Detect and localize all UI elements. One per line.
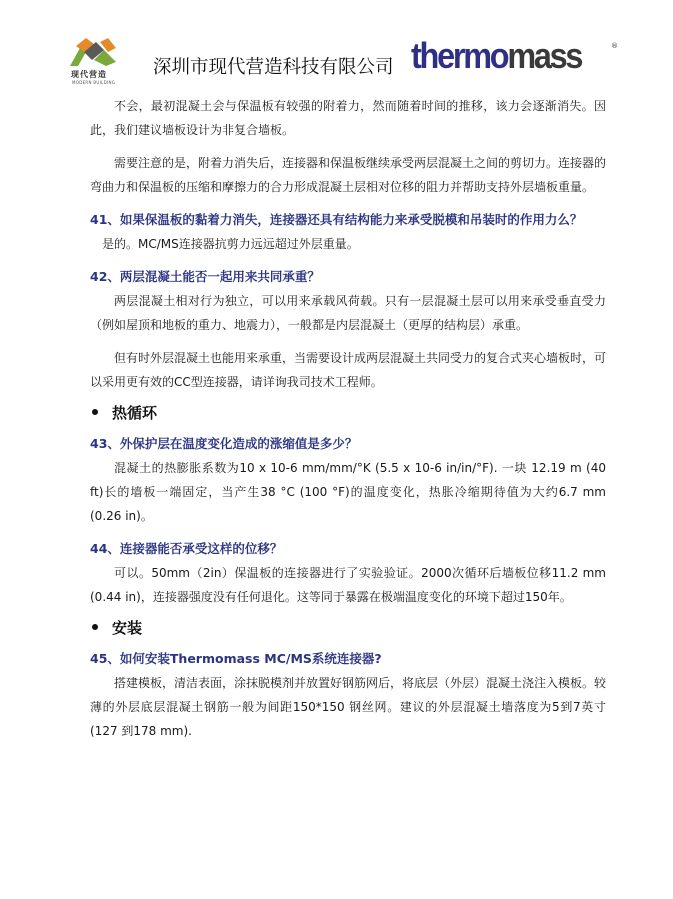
paragraph-1: 不会，最初混凝土会与保温板有较强的附着力，然而随着时间的推移，该力会逐渐消失。因此，我们建议墙板设计为非复合墙板。 — [90, 99, 606, 137]
section-install-label: 安装 — [112, 619, 143, 637]
bullet-icon — [92, 624, 98, 630]
question-45: 45、如何安装Thermomass MC/MS系统连接器? — [90, 651, 382, 666]
section-thermal-label: 热循环 — [112, 404, 158, 422]
paragraph-2: 需要注意的是，附着力消失后，连接器和保温板继续承受两层混凝土之间的剪切力。连接器的弯曲力和保温板的压缩和摩擦力的合力形成混凝土层相对位移的阻力并帮助支持外层墙板重量。 — [90, 156, 607, 194]
brand-part-thermo: thermo — [411, 35, 508, 76]
question-41: 41、如果保温板的黏着力消失，连接器还具有结构能力来承受脱模和吊装时的作用力么？ — [90, 212, 583, 227]
logo-english-text: MODERN BUILDING — [72, 80, 116, 85]
answer-43: 混凝土的热膨胀系数为10 x 10-6 mm/mm/°K (5.5 x 10-6 in/in/°F). 一块 12.19 m (40 ft)长的墙板一端固定，当产生38 °C (100 °F)的温度变化，热胀冷缩期待值为大约6.7 mm (0.26 in)。 — [90, 461, 606, 523]
company-name: 深圳市现代营造科技有限公司 — [153, 57, 394, 78]
answer-42-part-1: 两层混凝土相对行为独立，可以用来承载风荷载。只有一层混凝土层可以用来承受垂直受力（例如屋顶和地板的重力、地震力），一般都是内层混凝土（更厚的结构层）承重。 — [90, 294, 606, 332]
answer-41: 是的。MC/MS连接器抗剪力远远超过外层重量。 — [102, 237, 359, 251]
answer-45: 搭建模板，清洁表面，涂抹脱模剂并放置好钢筋网后，将底层（外层）混凝土浇注入模板。较薄的外层底层混凝土钢筋一般为间距150*150 钢丝网。建议的外层混凝土墙落度为5到7英寸 (127 到178 mm). — [90, 676, 607, 738]
company-logo-icon — [70, 38, 116, 66]
section-heading-install — [90, 613, 606, 643]
logo-chinese-text: 现代营造 — [71, 69, 107, 79]
bullet-icon — [92, 409, 98, 415]
answer-44: 可以。50mm（2in）保温板的连接器进行了实验验证。2000次循环后墙板位移11.2 mm (0.44 in)，连接器强度没有任何退化。这等同于暴露在极端温度变化的环境下超过150年。 — [90, 566, 606, 604]
document-body — [90, 94, 606, 743]
question-42: 42、两层混凝土能否一起用来共同承重？ — [90, 269, 320, 284]
question-43: 43、外保护层在温度变化造成的涨缩值是多少？ — [90, 436, 358, 451]
answer-42-part-2: 但有时外层混凝土也能用来承重，当需要设计成两层混凝土共同受力的复合式夹心墙板时，可以采用更有效的CC型连接器，请详询我司技术工程师。 — [90, 351, 607, 389]
page-header — [0, 0, 673, 90]
registered-mark: ® — [611, 42, 618, 50]
section-heading-thermal — [90, 398, 606, 428]
thermomass-logo — [411, 36, 581, 76]
brand-part-mass: mass — [507, 35, 582, 76]
question-44: 44、连接器能否承受这样的位移？ — [90, 541, 283, 556]
